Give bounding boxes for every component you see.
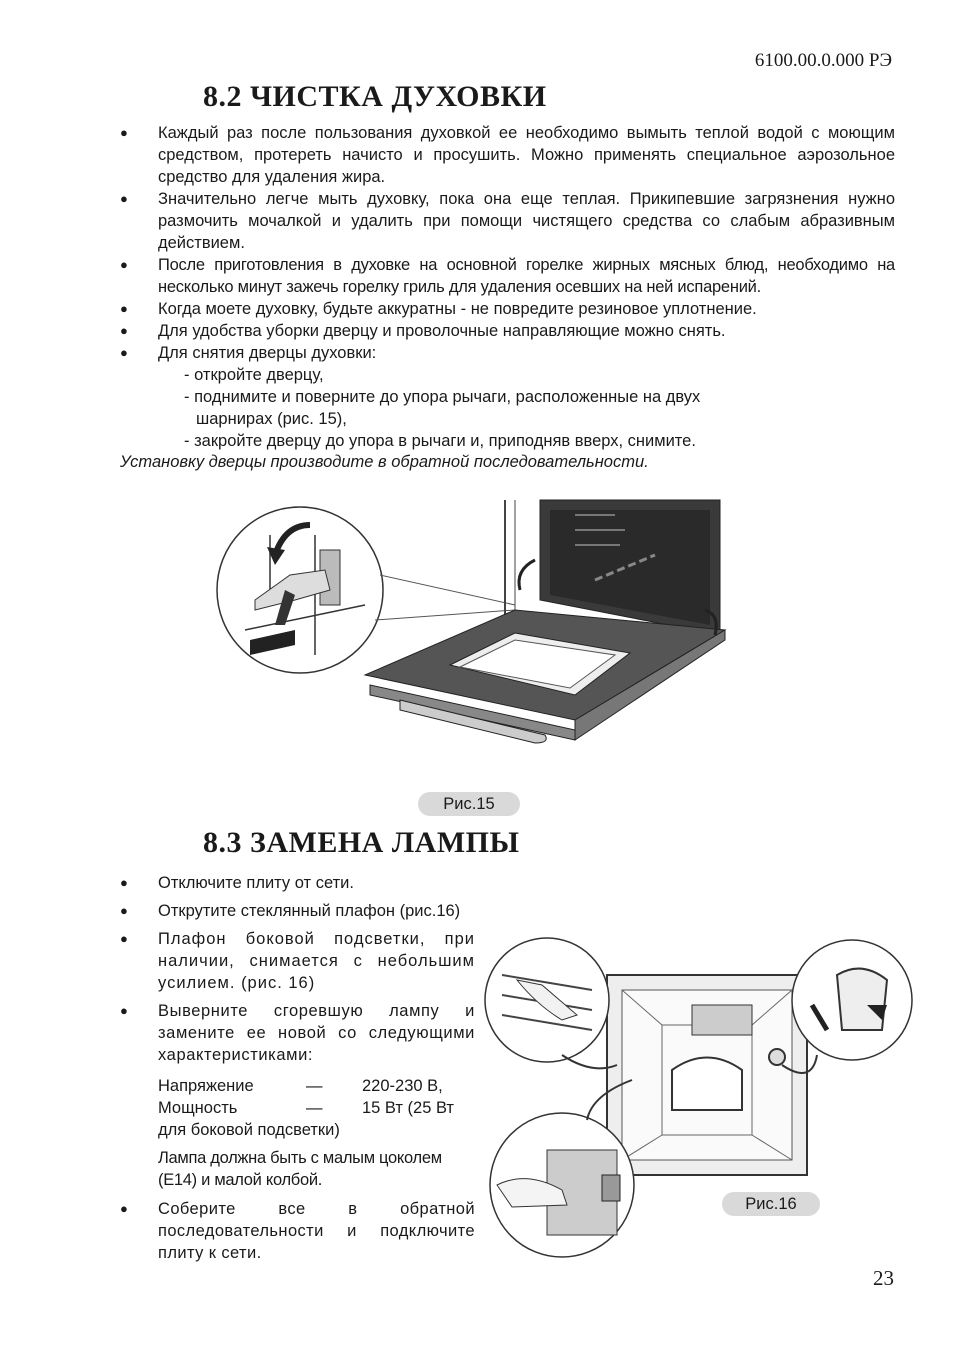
power-dash: —	[306, 1099, 323, 1117]
page-number: 23	[873, 1266, 894, 1290]
list-item: ● Плафон боковой подсветки, при наличии, снимается с небольшим усилием. (рис. 16)	[120, 928, 475, 994]
document-code: 6100.00.0.000 РЭ	[754, 50, 892, 71]
list-item: ● Открутите стеклянный плафон (рис.16)	[120, 900, 475, 922]
figure-15-door-removal	[215, 495, 735, 785]
installation-note: Установку дверцы производите в обратной последовательности.	[120, 453, 649, 471]
power-note: для боковой подсветки)	[158, 1121, 340, 1139]
voltage-value: 220-230 В,	[362, 1077, 443, 1095]
lamp-replacement-list	[120, 872, 475, 1066]
list-item: ● Значительно легче мыть духовку, пока она еще теплая. Прикипевшие загрязнения нужно размочить мочалкой и удалить при помощи чистящего средства со слабым абразивным действием.	[120, 188, 895, 254]
step-lift-levers: - поднимите и поверните до упора рычаги, расположенные на двух	[184, 388, 701, 406]
step-remove-door: - закройте дверцу до упора в рычаги и, приподняв вверх, снимите.	[184, 432, 696, 450]
list-item: ● Для снятия дверцы духовки:	[120, 342, 895, 364]
lamp-type-note: Лампа должна быть с малым цоколем (Е14) и малой колбой.	[158, 1149, 442, 1189]
voltage-label: Напряжение	[158, 1077, 254, 1095]
list-item: ● Каждый раз после пользования духовкой ее необходимо вымыть теплой водой с моющим средством, протереть начисто и просушить. Можно применять специальное аэрозольное средство для удаления жира.	[120, 122, 895, 188]
section-title-lamp-replacement: 8.3 ЗАМЕНА ЛАМПЫ	[203, 826, 520, 859]
power-label: Мощность	[158, 1099, 238, 1117]
figure-16-caption: Рис.16	[722, 1192, 820, 1216]
step-lift-levers-cont: шарнирах (рис. 15),	[196, 410, 347, 428]
list-item: ● Выверните сгоревшую лампу и замените ее новой со следующими характеристиками:	[120, 1000, 475, 1066]
step-open-door: - откройте дверцу,	[184, 366, 324, 384]
voltage-dash: —	[306, 1077, 323, 1095]
lamp-specs	[158, 1075, 478, 1191]
list-item: ● Соберите все в обратной последовательности и подключите плиту к сети.	[120, 1198, 475, 1264]
list-item: ● После приготовления в духовке на основной горелке жирных мясных блюд, необходимо на несколько минут зажечь горелку гриль для удаления осевших на ней испарений.	[120, 254, 895, 298]
power-value: 15 Вт (25 Вт	[362, 1099, 454, 1117]
list-item: ● Для удобства уборки дверцу и проволочные направляющие можно снять.	[120, 320, 895, 342]
list-item: ● Когда моете духовку, будьте аккуратны - не повредите резиновое уплотнение.	[120, 298, 895, 320]
figure-15-caption: Рис.15	[418, 792, 520, 816]
section-title-oven-cleaning: 8.2 ЧИСТКА ДУХОВКИ	[203, 80, 547, 113]
final-step-list	[120, 1198, 475, 1264]
figure-16-lamp-replacement	[482, 935, 922, 1265]
oven-cleaning-list	[120, 122, 895, 364]
list-item: ● Отключите плиту от сети.	[120, 872, 475, 894]
